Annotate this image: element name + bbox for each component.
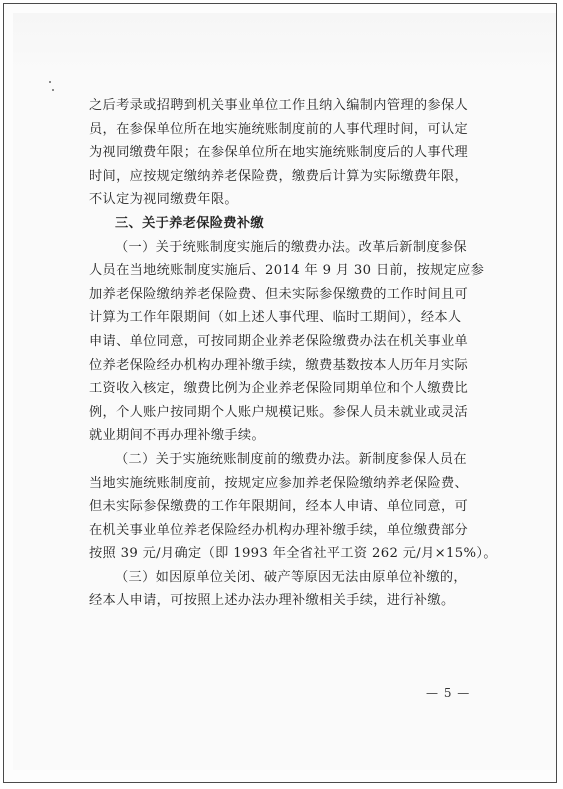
- document-body: [89, 94, 504, 613]
- body-line: 不认定为视同缴费年限。: [89, 192, 238, 208]
- body-line: 经本人申请，可按照上述办法办理补缴相关手续，进行补缴。: [89, 593, 455, 609]
- body-line: 人员在当地统账制度实施后、2014 年 9 月 30 日前，按规定应参: [89, 263, 485, 279]
- body-line: 员，在参保单位所在地实施统账制度前的人事代理时间，可认定: [89, 121, 469, 137]
- body-line: 按照 39 元/月确定（即 1993 年全省社平工资 262 元/月×15%）。: [89, 546, 497, 562]
- paragraph-start: （一）关于统账制度实施后的缴费办法。改革后新制度参保: [115, 239, 467, 255]
- body-line: 工资收入核定，缴费比例为企业养老保险同期单位和个人缴费比: [89, 381, 469, 397]
- scan-specks: [49, 81, 55, 93]
- scan-speck: [49, 81, 51, 83]
- body-line: 时间，应按规定缴纳养老保险费，缴费后计算为实际缴费年限，: [89, 168, 469, 184]
- body-line: 在机关事业单位养老保险经办机构办理补缴手续，单位缴费部分: [89, 522, 469, 538]
- body-line: 例，个人账户按同期个人账户规模记账。参保人员未就业或灵活: [89, 404, 469, 420]
- paragraph-start: （二）关于实施统账制度前的缴费办法。新制度参保人员在: [115, 451, 467, 467]
- body-line: 当地实施统账制度前，按规定应参加养老保险缴纳养老保险费、: [89, 475, 469, 491]
- body-line: 计算为工作年限期间（如上述人事代理、临时工期间），经本人: [89, 310, 462, 326]
- section-heading: 三、关于养老保险费补缴: [115, 215, 264, 231]
- body-line: 加养老保险缴纳养老保险费、但未实际参保缴费的工作时间且可: [89, 286, 469, 302]
- body-line: 申请、单位同意，可按同期企业养老保险缴费办法在机关事业单: [89, 333, 469, 349]
- body-line: 之后考录或招聘到机关事业单位工作且纳入编制内管理的参保人: [89, 98, 469, 113]
- scan-speck: [52, 89, 54, 91]
- body-line: 位养老保险经办机构办理补缴手续，缴费基数按本人历年月实际: [89, 357, 469, 373]
- body-line: 但未实际参保缴费的工作年限期间，经本人申请、单位同意，可: [89, 499, 469, 515]
- body-line: 就业期间不再办理补缴手续。: [89, 428, 265, 444]
- page-top-shading: [13, 13, 556, 73]
- paragraph-start: （三）如因原单位关闭、破产等原因无法由原单位补缴的，: [115, 569, 467, 585]
- page-number: — 5 —: [426, 686, 471, 700]
- body-line: 为视同缴费年限；在参保单位所在地实施统账制度后的人事代理: [89, 145, 469, 161]
